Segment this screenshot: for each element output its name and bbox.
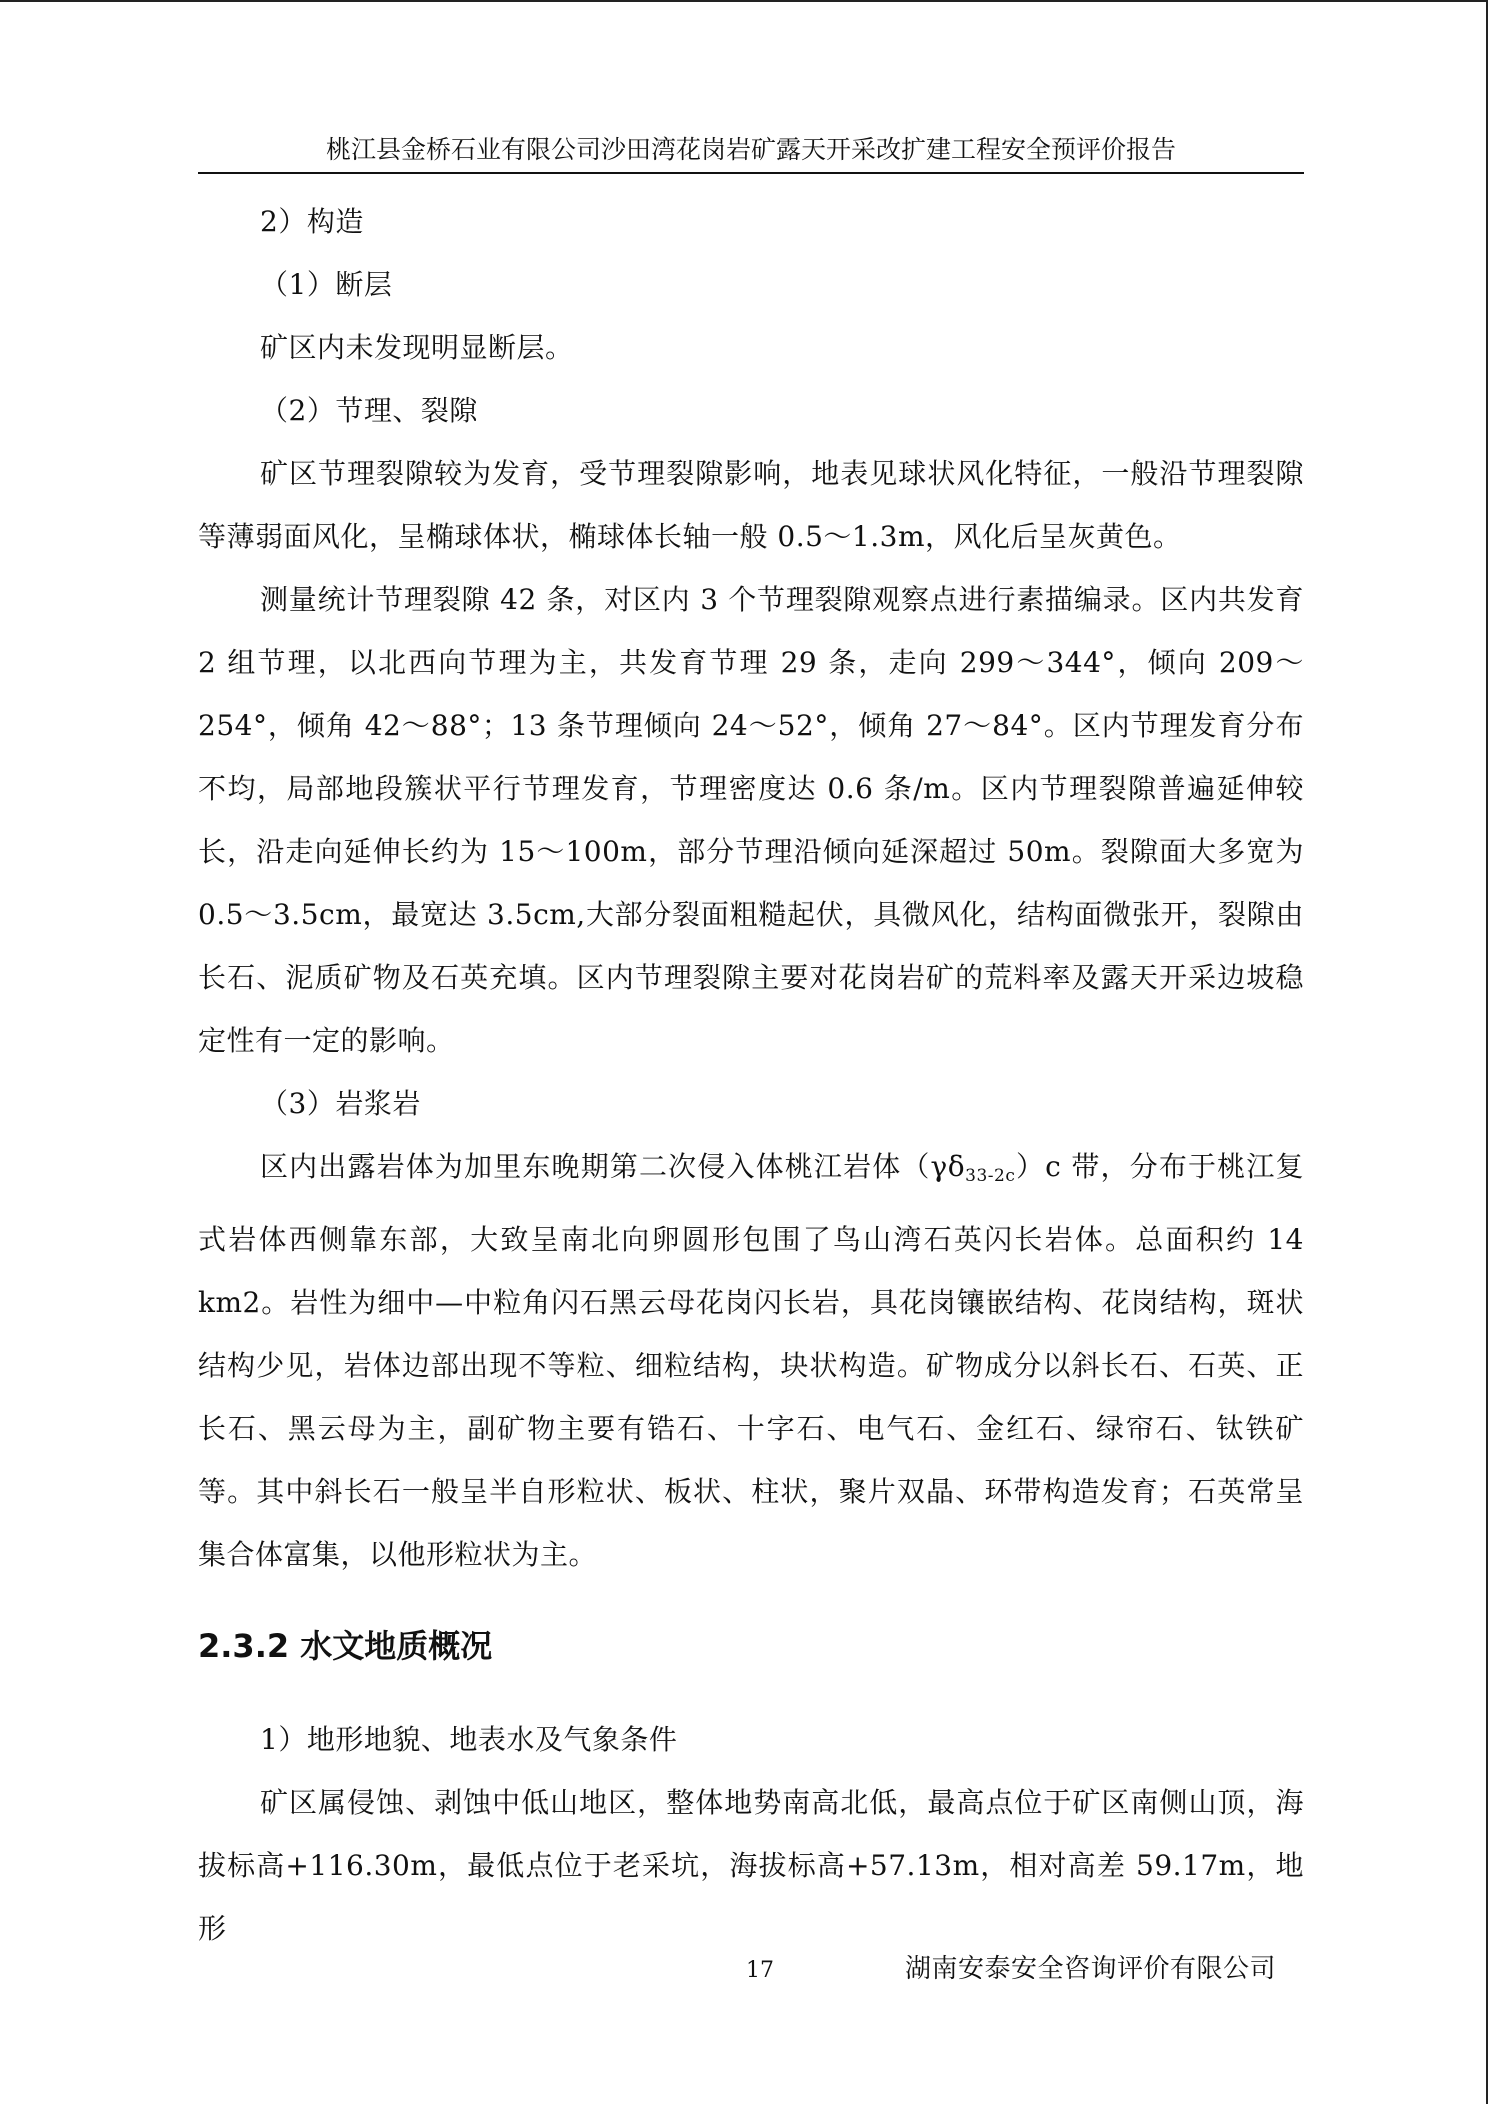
page-number: 17 xyxy=(746,1958,774,1983)
magmatic-text-lead: 区内出露岩体为加里东晚期第二次侵入体桃江岩体（γδ xyxy=(260,1150,966,1183)
footer-company-name: 湖南安泰安全咨询评价有限公司 xyxy=(905,1954,1277,1984)
subsection-fault-title: （1）断层 xyxy=(260,268,393,301)
subsection-magmatic-title: （3）岩浆岩 xyxy=(260,1087,421,1120)
subsection-terrain-title: 1）地形地貌、地表水及气象条件 xyxy=(260,1723,678,1756)
paragraph-fault: 矿区内未发现明显断层。 xyxy=(260,331,574,364)
paragraph-joints-weathering: 矿区节理裂隙较为发育，受节理裂隙影响，地表见球状风化特征，一般沿节理裂隙等薄弱面风化，呈椭球体状，椭球体长轴一般 0.5～1.3m，风化后呈灰黄色。 xyxy=(198,457,1304,553)
paragraph-joints-statistics: 测量统计节理裂隙 42 条，对区内 3 个节理裂隙观察点进行素描编录。区内共发育 2 组节理，以北西向节理为主，共发育节理 29 条，走向 299～344°，倾向 209～254°，倾角 42～88°；13 条节理倾向 24～52°，倾角 27～84°。区内节理发育分布不均，局部地段簇状平行节理发育，节理密度达 0.6 条/m。区内节理裂隙普遍延伸较长，沿走向延伸长约为 15～100m，部分节理沿倾向延深超过 50m。裂隙面大多宽为 0.5～3.5cm，最宽达 3.5cm,大部分裂面粗糙起伏，具微风化，结构面微张开，裂隙由长石、泥质矿物及石英充填。区内节理裂隙主要对花岗岩矿的荒料率及露天开采边坡稳定性有一定的影响。 xyxy=(198,583,1304,1057)
page-header-title: 桃江县金桥石业有限公司沙田湾花岗岩矿露天开采改扩建工程安全预评价报告 xyxy=(325,135,1176,164)
subsection-joints-title: （2）节理、裂隙 xyxy=(260,394,478,427)
header-divider xyxy=(198,172,1304,174)
rock-body-subscript: 33-2c xyxy=(965,1166,1016,1186)
page-border-top xyxy=(0,0,1488,2)
section-structure-title: 2）构造 xyxy=(260,205,364,238)
section-heading-hydrogeology: 2.3.2 水文地质概况 xyxy=(198,1627,493,1665)
paragraph-magmatic xyxy=(198,1135,1304,1586)
magmatic-text-main: ）c 带，分布于桃江复式岩体西侧靠东部，大致呈南北向卵圆形包围了鸟山湾石英闪长岩体。总面积约 14 km2。岩性为细中—中粒角闪石黑云母花岗闪长岩，具花岗镶嵌结构、花岗结构，斑状结构少见，岩体边部出现不等粒、细粒结构，块状构造。矿物成分以斜长石、石英、正长石、黑云母为主，副矿物主要有锆石、十字石、电气石、金红石、绿帘石、钛铁矿等。其中斜长石一般呈半自形粒状、板状、柱状，聚片双晶、环带构造发育；石英常呈集合体富集，以他形粒状为主。 xyxy=(198,1150,1304,1571)
document-body xyxy=(198,190,1304,1960)
paragraph-terrain: 矿区属侵蚀、剥蚀中低山地区，整体地势南高北低，最高点位于矿区南侧山顶，海拔标高+116.30m，最低点位于老采坑，海拔标高+57.13m，相对高差 59.17m，地形 xyxy=(198,1786,1304,1945)
